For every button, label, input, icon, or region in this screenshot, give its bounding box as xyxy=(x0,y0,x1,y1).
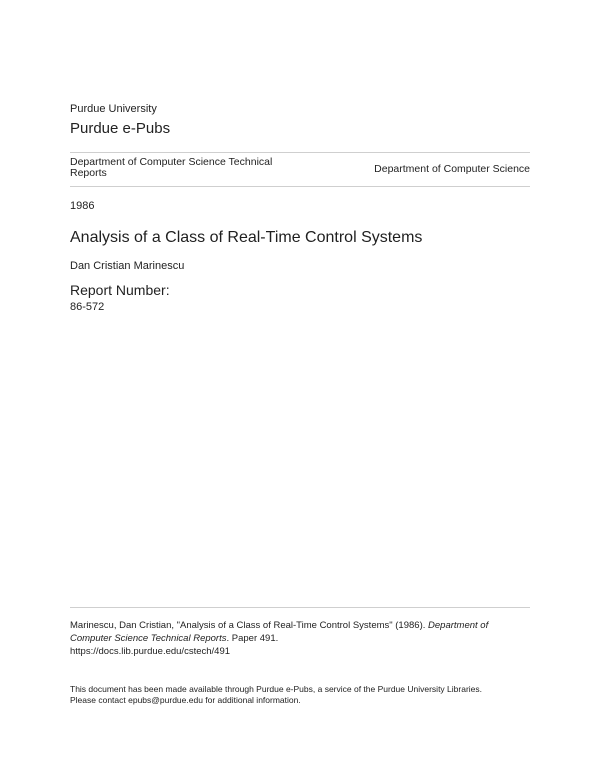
document-title: Analysis of a Class of Real-Time Control Systems xyxy=(70,229,423,246)
publication-year: 1986 xyxy=(70,200,95,212)
report-number-value: 86-572 xyxy=(70,301,105,313)
divider-citation xyxy=(70,607,530,608)
citation-url-link[interactable]: https://docs.lib.purdue.edu/cstech/491 xyxy=(70,646,231,657)
series-link[interactable]: Purdue e-Pubs xyxy=(70,120,171,137)
citation-paper: . Paper 491. xyxy=(226,633,279,644)
report-number-label: Report Number: xyxy=(70,282,170,298)
institution-name: Purdue University xyxy=(70,103,157,115)
collection-link-technical-reports[interactable]: Department of Computer Science Technical Reports xyxy=(70,156,273,179)
citation-series: Department of Computer Science Technical Reports xyxy=(70,620,489,644)
author-name: Dan Cristian Marinescu xyxy=(70,260,185,272)
notice-line-2: Please contact epubs@purdue.edu for additional information. xyxy=(70,695,301,705)
divider-top xyxy=(70,152,530,153)
collection-link-department[interactable]: Department of Computer Science xyxy=(374,163,530,175)
citation-lead: Marinescu, Dan Cristian, "Analysis of a Class of Real-Time Control Systems" (1986). xyxy=(70,620,429,631)
notice-line-1: This document has been made available through Purdue e-Pubs, a service of the Purdue University Libraries. xyxy=(70,684,483,694)
divider-bottom xyxy=(70,186,530,187)
availability-notice xyxy=(70,684,530,706)
citation-block xyxy=(70,619,530,658)
